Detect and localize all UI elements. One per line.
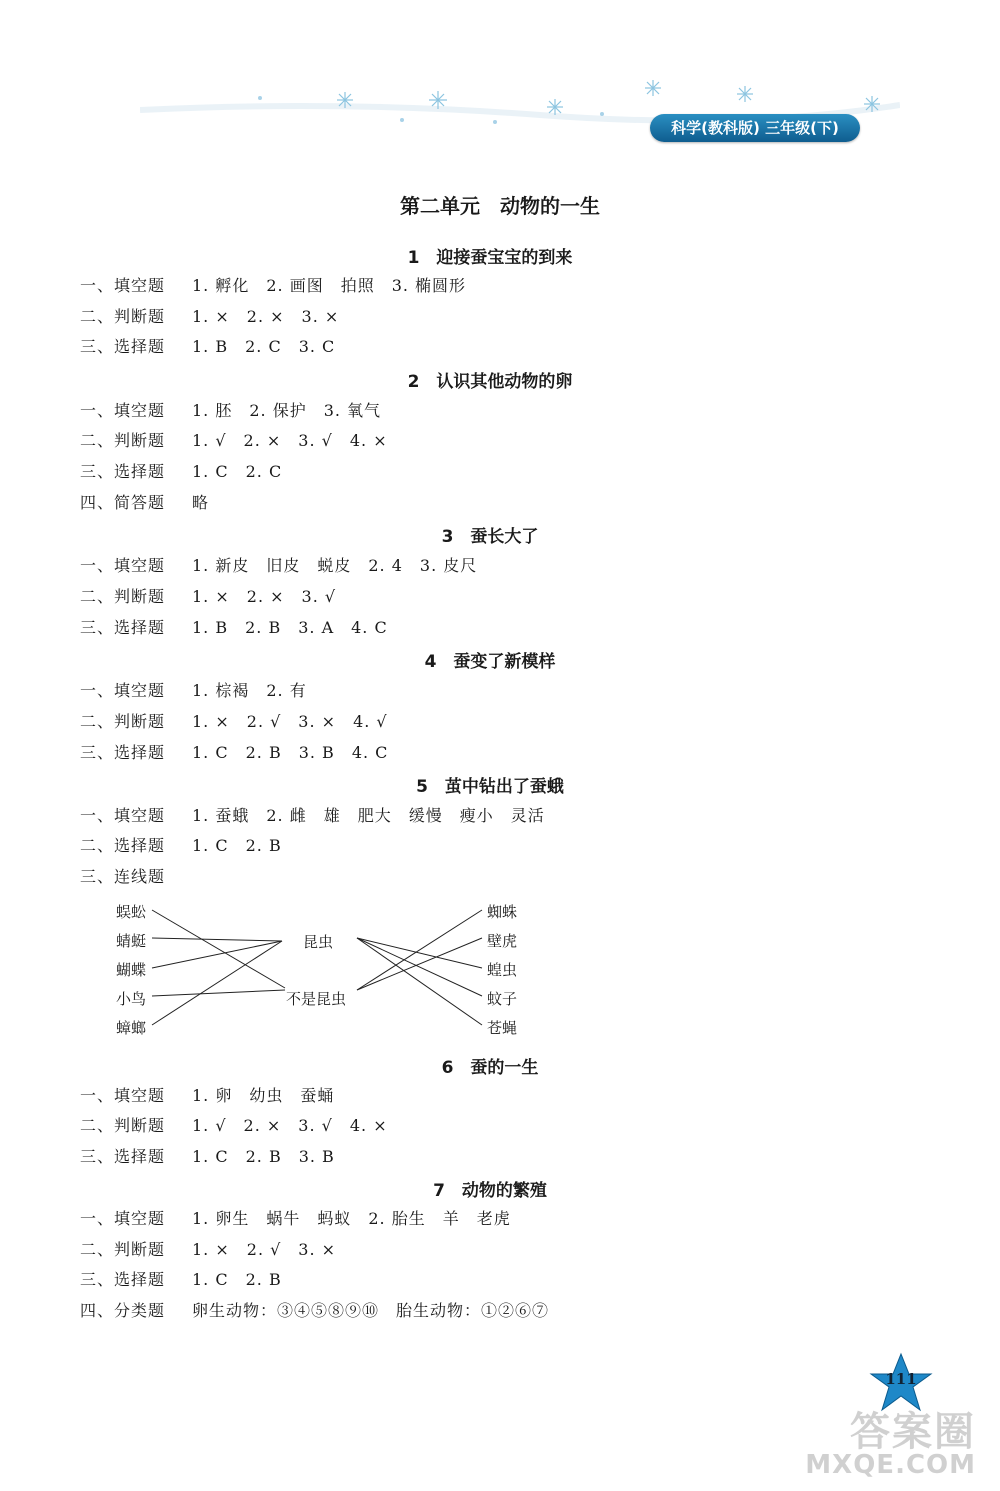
center-item: 不是昆虫 bbox=[286, 990, 347, 1008]
answer-text: 1. 卵生 蜗牛 蚂蚁 2. 胎生 羊 老虎 bbox=[192, 1209, 511, 1228]
answer-text: 1. C 2. B 3. B 4. C bbox=[192, 743, 389, 762]
answer-row bbox=[80, 273, 466, 296]
watermark-logo: 答案圈 bbox=[850, 1409, 976, 1455]
unit-title: 第二单元 动物的一生 bbox=[400, 194, 600, 218]
lesson-title: 4 蚕变了新模样 bbox=[424, 652, 556, 672]
left-item: 蜻蜓 bbox=[116, 932, 147, 950]
answer-text: 1. 新皮 旧皮 蜕皮 2. 4 3. 皮尺 bbox=[192, 556, 478, 575]
answer-row bbox=[80, 1298, 549, 1321]
answer-text: 1. × 2. √ 3. × 4. √ bbox=[192, 712, 388, 731]
question-type: 三、选择题 bbox=[80, 743, 166, 762]
question-type: 三、选择题 bbox=[80, 337, 166, 356]
left-item: 蜈蚣 bbox=[116, 903, 147, 921]
answer-row bbox=[80, 1237, 336, 1260]
answer-row bbox=[80, 1144, 335, 1167]
center-item: 昆虫 bbox=[303, 933, 334, 951]
right-item: 苍蝇 bbox=[487, 1019, 518, 1037]
right-item: 蚊子 bbox=[487, 990, 518, 1008]
answer-row bbox=[80, 490, 209, 513]
answer-text: 1. 胚 2. 保护 3. 氧气 bbox=[192, 401, 382, 420]
question-type: 二、选择题 bbox=[80, 836, 166, 855]
lesson-title: 7 动物的繁殖 bbox=[433, 1181, 547, 1201]
answer-row bbox=[80, 803, 545, 826]
right-item: 蝗虫 bbox=[487, 961, 518, 979]
question-type: 三、选择题 bbox=[80, 1270, 166, 1289]
question-type: 三、选择题 bbox=[80, 1147, 166, 1166]
answer-text: 1. 孵化 2. 画图 拍照 3. 椭圆形 bbox=[192, 276, 467, 295]
question-type: 三、选择题 bbox=[80, 462, 166, 481]
question-type: 一、填空题 bbox=[80, 681, 166, 700]
watermark-url: MXQE.COM bbox=[805, 1450, 976, 1480]
answer-text: 1. C 2. B 3. B bbox=[192, 1147, 335, 1166]
answer-text: 1. C 2. C bbox=[192, 462, 283, 481]
question-type: 二、判断题 bbox=[80, 587, 166, 606]
matching-lines bbox=[110, 898, 540, 1038]
right-item: 蜘蛛 bbox=[487, 903, 518, 921]
question-type: 二、判断题 bbox=[80, 1240, 166, 1259]
question-type: 三、连线题 bbox=[80, 867, 166, 886]
right-item: 壁虎 bbox=[487, 932, 518, 950]
answer-row bbox=[80, 740, 388, 763]
question-type: 一、填空题 bbox=[80, 1209, 166, 1228]
answer-text: 1. B 2. C 3. C bbox=[192, 337, 336, 356]
answer-text: 1. C 2. B bbox=[192, 836, 282, 855]
lesson-title: 3 蚕长大了 bbox=[441, 527, 539, 547]
answer-text: 略 bbox=[192, 493, 210, 512]
subject-badge: 科学(教科版) 三年级(下) bbox=[650, 114, 860, 142]
answer-row bbox=[80, 553, 477, 576]
answer-row bbox=[80, 678, 307, 701]
answer-row bbox=[80, 1083, 334, 1106]
answer-text: 1. B 2. B 3. A 4. C bbox=[192, 618, 388, 637]
left-item: 蝴蝶 bbox=[116, 961, 147, 979]
answer-row bbox=[80, 864, 192, 887]
answer-row bbox=[80, 1113, 388, 1136]
question-type: 一、填空题 bbox=[80, 806, 166, 825]
answer-row bbox=[80, 334, 335, 357]
question-type: 一、填空题 bbox=[80, 276, 166, 295]
lesson-title: 2 认识其他动物的卵 bbox=[407, 372, 573, 392]
answer-row bbox=[80, 833, 282, 856]
answer-text: 1. √ 2. × 3. √ 4. × bbox=[192, 431, 388, 450]
question-type: 三、选择题 bbox=[80, 618, 166, 637]
answer-text: 卵生动物：③④⑤⑧⑨⑩ 胎生动物：①②⑥⑦ bbox=[192, 1301, 550, 1320]
page-number: 111 bbox=[885, 1370, 917, 1388]
question-type: 四、简答题 bbox=[80, 493, 166, 512]
answer-text: 1. C 2. B bbox=[192, 1270, 282, 1289]
answer-row bbox=[80, 615, 388, 638]
answer-row bbox=[80, 584, 336, 607]
lesson-title: 6 蚕的一生 bbox=[441, 1058, 539, 1078]
answer-row bbox=[80, 459, 282, 482]
question-type: 一、填空题 bbox=[80, 1086, 166, 1105]
matching-diagram bbox=[110, 898, 540, 1038]
question-type: 二、判断题 bbox=[80, 431, 166, 450]
question-type: 二、判断题 bbox=[80, 307, 166, 326]
question-type: 二、判断题 bbox=[80, 712, 166, 731]
answer-text: 1. 棕褐 2. 有 bbox=[192, 681, 307, 700]
left-item: 小鸟 bbox=[116, 990, 147, 1008]
answer-text: 1. × 2. × 3. √ bbox=[192, 587, 337, 606]
question-type: 一、填空题 bbox=[80, 556, 166, 575]
answer-row bbox=[80, 1206, 511, 1229]
question-type: 一、填空题 bbox=[80, 401, 166, 420]
answer-text: 1. 蚕蛾 2. 雌 雄 肥大 缓慢 瘦小 灵活 bbox=[192, 806, 545, 825]
question-type: 四、分类题 bbox=[80, 1301, 166, 1320]
answer-text: 1. × 2. √ 3. × bbox=[192, 1240, 337, 1259]
answer-text: 1. 卵 幼虫 蚕蛹 bbox=[192, 1086, 335, 1105]
answer-text: 1. × 2. × 3. × bbox=[192, 307, 340, 326]
lesson-title: 1 迎接蚕宝宝的到来 bbox=[407, 248, 573, 268]
left-item: 蟑螂 bbox=[116, 1019, 147, 1037]
answer-row bbox=[80, 709, 388, 732]
answer-row bbox=[80, 398, 381, 421]
answer-row bbox=[80, 1267, 282, 1290]
answer-row bbox=[80, 304, 339, 327]
answer-row bbox=[80, 428, 388, 451]
answer-text: 1. √ 2. × 3. √ 4. × bbox=[192, 1116, 388, 1135]
lesson-title: 5 茧中钻出了蚕蛾 bbox=[416, 777, 564, 797]
question-type: 二、判断题 bbox=[80, 1116, 166, 1135]
